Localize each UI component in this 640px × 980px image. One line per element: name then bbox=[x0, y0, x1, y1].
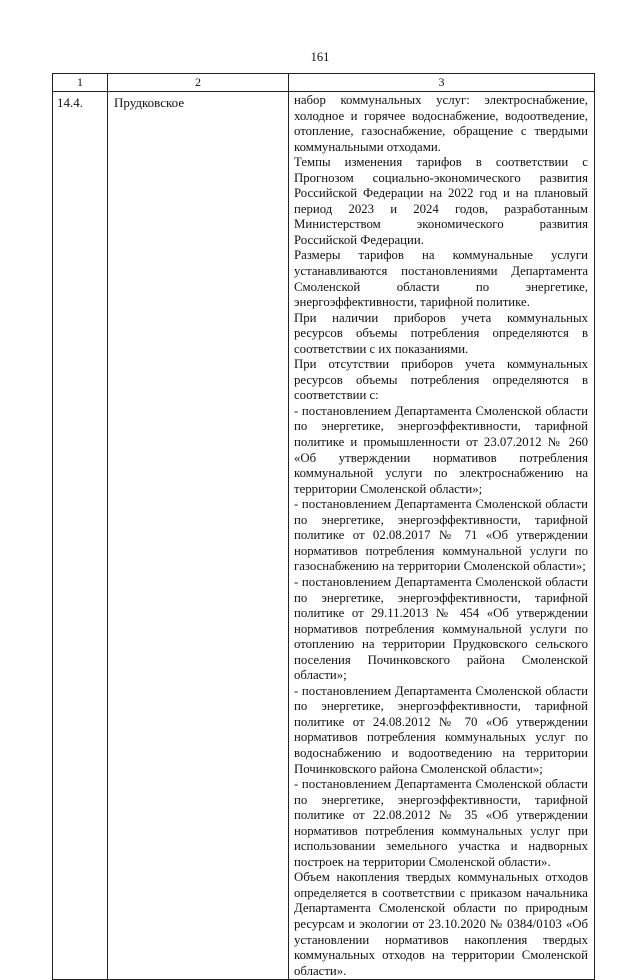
paragraph-heating-resolution: - постановлением Департамента Смоленской области по энергетике, энергоэффективности, тарифной политике от 29.11.2013 № 454 «Об утверждении нормативов потребления коммунальной услуги по отоплению на территории Прудковского сельского поселения Починковского района Смоленской области»; bbox=[294, 574, 588, 683]
paragraph-tariff-sizes: Размеры тарифов на коммунальные услуги устанавливаются постановлениями Департамента Смоленской области по энергетике, энергоэффективности, тарифной политике. bbox=[294, 248, 588, 310]
table-row bbox=[53, 92, 595, 980]
paragraph-waste-volume: Объем накопления твердых коммунальных отходов определяется в соответствии с приказом начальника Департамента Смоленской области по природным ресурсам и экологии от 23.10.2020 № 0384/0103 «Об установлении нормативов накопления твердых коммунальных отходов на территории Смоленской области». bbox=[294, 870, 588, 978]
table-header-row bbox=[53, 74, 595, 92]
paragraph-electricity-resolution: - постановлением Департамента Смоленской области по энергетике, энергоэффективности, тарифной политике и промышленности от 23.07.2012 № 260 «Об утверждении нормативов потребления коммунальной услуги по электроснабжению на территории Смоленской области»; bbox=[294, 403, 588, 496]
paragraph-tariff-forecast: Темпы изменения тарифов в соответствии с Прогнозом социально-экономического развития Российской Федерации на 2022 год и на плановый период 2023 и 2024 годов, разработанным Министерством экономического развития Российской Федерации. bbox=[294, 155, 588, 247]
paragraph-services: набор коммунальных услуг: электроснабжение, холодное и горячее водоснабжение, водоотведение, отопление, газоснабжение, обращение с твердыми коммунальными отходами. bbox=[294, 93, 588, 154]
paragraph-land-resolution: - постановлением Департамента Смоленской области по энергетике, энергоэффективности, тарифной политике от 22.08.2012 № 35 «Об утверждении нормативов потребления коммунальных услуг при использовании земельного участка и надворных построек на территории Смоленской области». bbox=[294, 777, 588, 869]
paragraph-with-meters: При наличии приборов учета коммунальных ресурсов объемы потребления определяются в соответствии с их показаниями. bbox=[294, 310, 588, 356]
document-table bbox=[52, 73, 595, 980]
description-cell bbox=[289, 92, 595, 980]
column-header-2: 2 bbox=[108, 74, 289, 92]
page-number: 161 bbox=[310, 50, 330, 64]
paragraph-gas-resolution: - постановлением Департамента Смоленской области по энергетике, энергоэффективности, тарифной политике от 02.08.2017 № 71 «Об утверждении нормативов потребления коммунальной услуги по газоснабжению на территории Смоленской области»; bbox=[294, 497, 588, 574]
paragraph-without-meters: При отсутствии приборов учета коммунальных ресурсов объемы потребления определяются в соответствии с: bbox=[294, 357, 588, 403]
row-number-cell: 14.4. bbox=[53, 92, 108, 980]
column-header-1: 1 bbox=[53, 74, 108, 92]
column-header-3: 3 bbox=[289, 74, 595, 92]
settlement-name-cell: Прудковское bbox=[108, 92, 289, 980]
paragraph-water-resolution: - постановлением Департамента Смоленской области по энергетике, энергоэффективности, тарифной политике от 24.08.2012 № 70 «Об утверждении нормативов потребления коммунальных услуг по водоснабжению и водоотведению на территории Починковского района Смоленской области»; bbox=[294, 683, 588, 776]
